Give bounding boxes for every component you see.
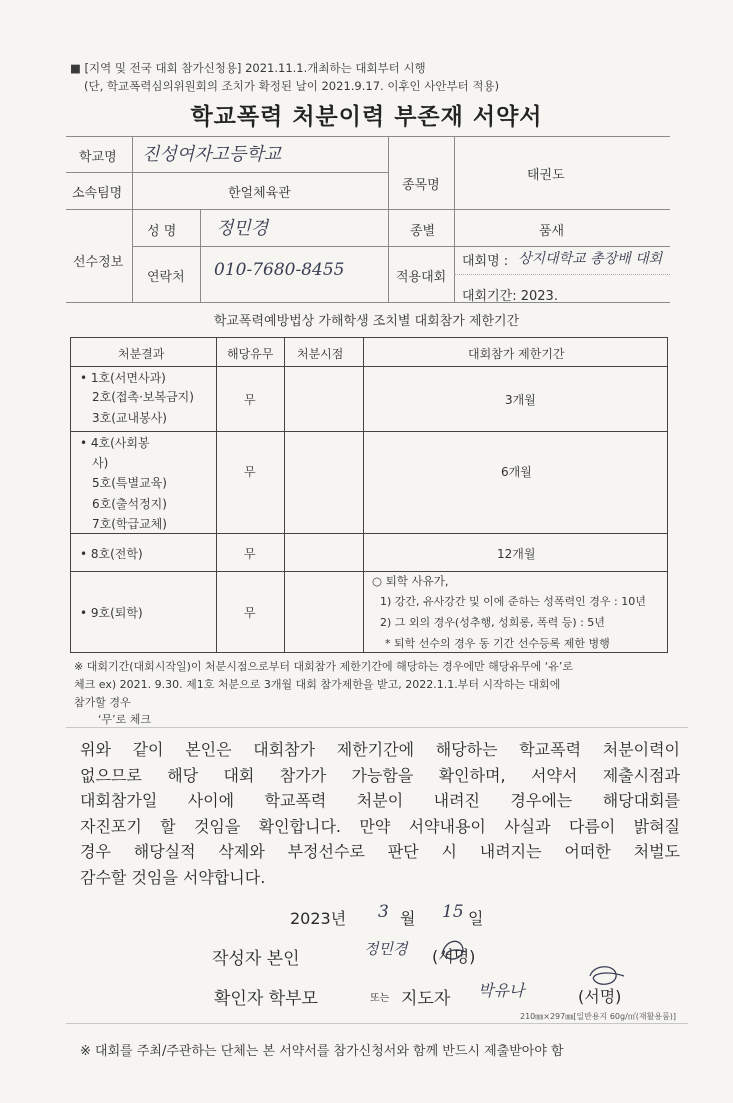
date-month-value: 3 <box>378 902 389 922</box>
table-header-period: 대회참가 제한기간 <box>468 347 565 361</box>
pledge-line-2: 없으므로 해당 대회 참가가 가능함을 확인하며, 서약서 제출시점과 <box>80 765 680 785</box>
table-row-4-period-line-4: * 퇴학 선수의 경우 동 기간 선수등록 제한 병행 <box>385 637 610 650</box>
writer-signature-mark <box>438 934 472 968</box>
table-bottom-border <box>70 652 668 653</box>
info-col-divider-2 <box>200 209 201 302</box>
table-title: 학교폭력예방법상 가해학생 조치별 대회참가 제한기간 <box>213 314 520 329</box>
table-row-1-result-line-1: • 1호(서면사과) <box>80 371 166 385</box>
table-row-2-applicable: 무 <box>244 465 256 479</box>
gender-value: 품새 <box>539 224 565 239</box>
table-row-3-period: 12개월 <box>497 547 536 561</box>
writer-sign-label: (서명) <box>432 947 476 966</box>
pledge-line-4: 자진포기 할 것임을 확인합니다. 만약 서약내용이 사실과 다름이 밝혀질 <box>80 816 680 836</box>
table-row-1-period: 3개월 <box>505 393 536 407</box>
table-col-divider-3 <box>363 337 364 652</box>
pledge-line-3: 대회참가일 사이에 학교폭력 처분이 내려진 경우에는 해당대회를 <box>80 791 680 810</box>
table-left-border <box>70 337 71 652</box>
footnote-line-3: 참가할 경우 <box>74 696 131 709</box>
table-row-4-result-line-1: • 9호(퇴학) <box>80 606 143 620</box>
info-top-border <box>66 136 670 137</box>
date-day-value: 15 <box>442 902 464 922</box>
info-row-divider-2 <box>66 209 670 210</box>
table-row-1-result-line-3: 3호(교내봉사) <box>92 411 167 425</box>
table-row-border-3 <box>70 571 668 572</box>
team-label: 소속팀명 <box>72 186 123 201</box>
table-row-3-result-line-1: • 8호(전학) <box>80 547 143 561</box>
name-label: 성 명 <box>147 224 177 239</box>
table-row-border-1 <box>70 431 668 432</box>
writer-label: 작성자 본인 <box>212 949 300 969</box>
footnote-line-1: ※ 대회기간(대회시작일)이 처분시점으로부터 대회참가 제한기간에 해당하는 경우에만 해당유무에 ‘유’로 <box>74 660 574 673</box>
pledge-text <box>80 737 680 890</box>
coach-label: 지도자 <box>401 989 451 1009</box>
school-label: 학교명 <box>79 150 117 165</box>
table-row-2-period: 6개월 <box>501 465 532 479</box>
info-col-divider-4 <box>454 136 455 302</box>
event-name-label: 대회명 : <box>462 254 509 269</box>
info-col-divider-3 <box>388 136 389 302</box>
school-value: 진성여자고등학교 <box>142 144 282 165</box>
table-row-3-applicable: 무 <box>244 547 256 561</box>
athlete-info-label: 선수정보 <box>73 255 124 270</box>
confirmer-label: 확인자 학부모 <box>214 989 318 1009</box>
table-header-result: 처분결과 <box>118 347 165 361</box>
event-label: 적용대회 <box>396 270 447 285</box>
confirmer-sign-label: (서명) <box>578 987 622 1006</box>
footnote-line-4: ‘무’로 체크 <box>98 713 151 726</box>
table-row-2-result-line-3: 5호(특별교육) <box>92 476 167 490</box>
date-year: 2023년 <box>290 909 347 928</box>
contact-label: 연락처 <box>147 270 185 285</box>
confirmer-signature-mark <box>584 962 632 1002</box>
date-day-label: 일 <box>468 909 484 928</box>
table-right-border <box>667 337 668 652</box>
table-row-2-result-line-5: 7호(학급교체) <box>92 517 167 531</box>
paper-spec: 210㎜×297㎜[일반용지 60g/㎡(재활용품)] <box>520 1012 677 1021</box>
table-row-border-2 <box>70 533 668 534</box>
info-col-divider-1 <box>132 136 133 302</box>
info-row-divider-1 <box>66 172 388 173</box>
table-row-4-period-line-3: 2) 그 외의 경우(성추행, 성희롱, 폭력 등) : 5년 <box>380 616 605 629</box>
table-col-divider-1 <box>216 337 217 652</box>
table-header-border <box>70 366 668 367</box>
pledge-line-6: 감수할 것임을 서약합니다. <box>80 867 266 887</box>
table-row-4-period-line-1: ○ 퇴학 사유가, <box>372 574 449 588</box>
event-name-value: 상지대학교 총장배 대회 <box>518 251 663 267</box>
pledge-line-5: 경우 해당실적 삭제와 부정선수로 판단 시 내려지는 어떠한 처벌도 <box>80 842 680 861</box>
table-row-2-result-line-1: • 4호(사회봉 <box>80 436 150 450</box>
event-period-label: 대회기간: 2023. <box>462 289 558 304</box>
pledge-line-1: 위와 같이 본인은 대회참가 제한기간에 해당하는 학교폭력 처분이력이 <box>80 740 680 759</box>
document-title: 학교폭력 처분이력 부존재 서약서 <box>190 104 543 130</box>
bottom-note: ※ 대회를 주최/주관하는 단체는 본 서약서를 참가신청서와 함께 반드시 제출받아야 함 <box>80 1044 564 1059</box>
info-row-divider-3 <box>132 246 670 247</box>
team-value: 한얼체육관 <box>228 186 291 201</box>
sport-value: 태권도 <box>527 168 565 183</box>
table-header-applicable: 해당유무 <box>227 347 274 361</box>
table-row-4-period-line-2: 1) 강간, 유사강간 및 이에 준하는 성폭력인 경우 : 10년 <box>380 595 646 608</box>
table-row-1-applicable: 무 <box>244 393 256 407</box>
confirmer-name: 박유나 <box>478 981 525 1000</box>
footnote-line-2: 체크 ex) 2021. 9.30. 제1호 처분으로 3개월 대회 참가제한을 받고, 2022.1.1.부터 시작하는 대회에 <box>74 678 561 691</box>
info-bottom-border <box>66 302 670 303</box>
table-row-1-result-line-2: 2호(접촉·보복금지) <box>92 390 194 404</box>
table-row-2-result-line-4: 6호(출석정지) <box>92 497 167 511</box>
contact-value: 010-7680-8455 <box>214 260 345 280</box>
date-month-label: 월 <box>400 909 416 928</box>
gender-label: 종별 <box>410 224 436 239</box>
table-top-border <box>70 337 668 338</box>
table-col-divider-2 <box>284 337 285 652</box>
name-value: 정민경 <box>216 218 269 239</box>
writer-name: 정민경 <box>364 940 408 958</box>
sport-label: 종목명 <box>402 178 440 193</box>
table-header-date: 처분시점 <box>297 347 344 361</box>
header-note-2: (단, 학교폭력심의위원회의 조치가 확정된 날이 2021.9.17. 이후인 사안부터 적용) <box>84 79 500 93</box>
section-divider <box>66 727 688 728</box>
bottom-divider <box>66 1023 688 1024</box>
table-row-2-result-line-2: 사) <box>92 456 109 470</box>
or-label: 또는 <box>370 993 390 1004</box>
table-row-4-applicable: 무 <box>244 606 256 620</box>
header-note-1: ■ [지역 및 전국 대회 참가신청용] 2021.11.1.개최하는 대회부터 시행 <box>70 61 426 75</box>
event-dotted-divider <box>454 274 670 275</box>
